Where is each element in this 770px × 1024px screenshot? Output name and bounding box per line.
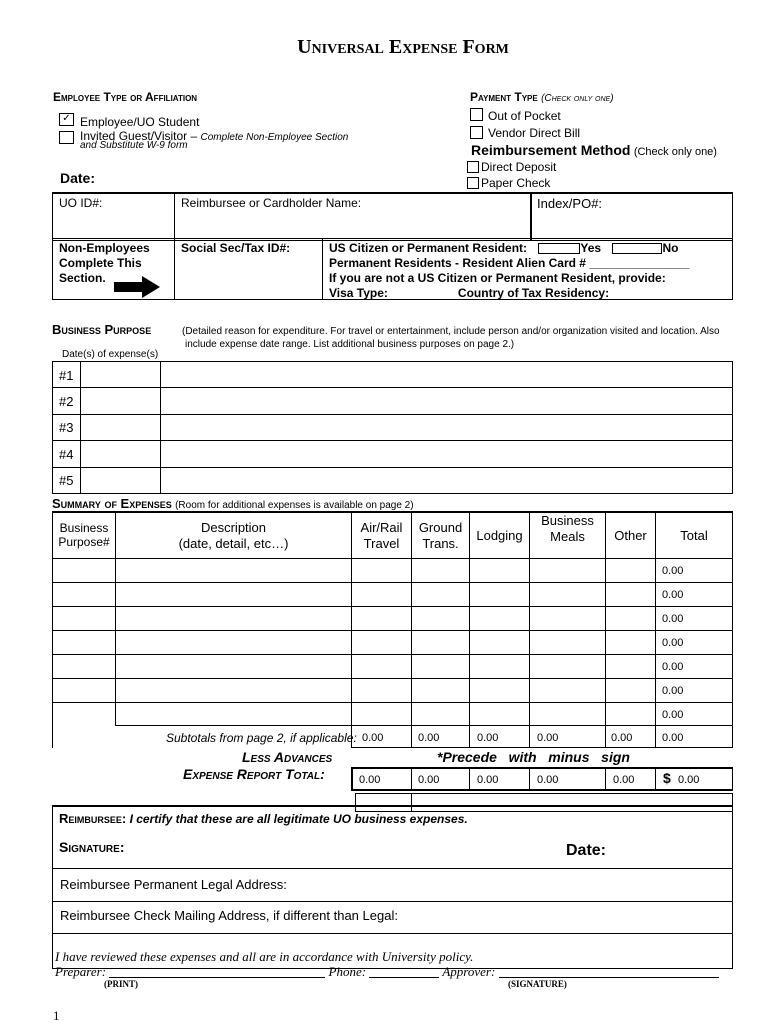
subtotal-meals: 0.00 <box>537 732 559 744</box>
vendor-direct-label: Vendor Direct Bill <box>488 126 581 140</box>
preparer-field[interactable] <box>109 977 325 978</box>
mailing-address-field[interactable]: Reimbursee Check Mailing Address, if different than Legal: <box>60 908 398 923</box>
subtotal-total: 0.00 <box>662 732 684 744</box>
out-of-pocket-checkbox[interactable] <box>470 108 483 121</box>
subtotal-label: Subtotals from page 2, if applicable: <box>166 731 357 745</box>
page-number: 1 <box>53 1008 60 1023</box>
country-field[interactable]: Country of Tax Residency: <box>457 286 610 300</box>
total-lodging: 0.00 <box>477 774 499 786</box>
signature-field[interactable]: Signature: <box>59 839 125 855</box>
signature-date-field[interactable]: Date: <box>566 842 607 859</box>
row-total: 0.00 <box>662 709 684 721</box>
summary-heading: Summary of Expenses (Room for additional expenses is available on page 2) <box>52 496 414 511</box>
col-header-total: Total <box>680 528 708 543</box>
approver-field[interactable] <box>499 977 719 978</box>
date-label: Date: <box>60 170 96 186</box>
col-header-purpose: Business Purpose# <box>58 521 110 549</box>
guest-label: Invited Guest/Visitor – Complete Non-Employee Section <box>80 129 349 143</box>
payment-type-heading: Payment Type (Check only one) <box>470 90 614 104</box>
purpose-row-label: #1 <box>59 368 74 383</box>
employee-checkbox[interactable] <box>59 113 74 126</box>
purpose-row-label: #3 <box>59 420 74 435</box>
out-of-pocket-label: Out of Pocket <box>488 109 561 123</box>
check-icon: ✓ <box>62 113 71 124</box>
purpose-row-label: #4 <box>59 447 74 462</box>
precede-note: *Precede with minus sign <box>437 749 630 765</box>
purpose-row-label: #5 <box>59 473 74 488</box>
dollar-sign: $ <box>663 770 671 786</box>
reimbursement-method-heading: Reimbursement Method (Check only one) <box>471 142 717 158</box>
subtotal-lodging: 0.00 <box>477 732 499 744</box>
reimbursee-name-field[interactable]: Reimbursee or Cardholder Name: <box>181 196 362 210</box>
employee-type-heading: Employee Type or Affiliation <box>53 90 198 104</box>
vendor-direct-checkbox[interactable] <box>470 126 483 139</box>
business-purpose-note: (Detailed reason for expenditure. For travel or entertainment, include person and/or organization visited and location. Also include expense date range. List additional business purposes on page 2.) <box>182 326 720 350</box>
business-purpose-table <box>52 361 733 494</box>
total-air: 0.00 <box>359 774 381 786</box>
guest-checkbox[interactable] <box>59 131 74 144</box>
business-purpose-heading: Business Purpose <box>52 322 152 337</box>
employee-label: Employee/UO Student <box>80 115 200 129</box>
citizen-question: US Citizen or Permanent Resident: Yes No Permanent Residents - Resident Alien Card # _______________ If you are not a US Citizen or Permanent Resident, provide: Visa Type: Country of Tax Residency: <box>329 241 690 300</box>
ssn-field[interactable]: Social Sec/Tax ID#: <box>181 241 291 255</box>
certify-statement: Reimbursee: I certify that these are all legitimate UO business expenses. <box>59 811 468 826</box>
print-caption: (PRINT) <box>104 979 138 989</box>
no-checkbox[interactable] <box>612 243 662 254</box>
total-other: 0.00 <box>613 774 635 786</box>
phone-field[interactable] <box>369 977 439 978</box>
row-total: 0.00 <box>662 661 684 673</box>
subtotal-air: 0.00 <box>362 732 384 744</box>
id-row <box>52 192 733 241</box>
arrow-right-icon <box>114 276 160 298</box>
row-total: 0.00 <box>662 637 684 649</box>
guest-note: and Substitute W-9 form <box>80 140 188 151</box>
subtotal-ground: 0.00 <box>418 732 440 744</box>
col-header-description: Description (date, detail, etc…) <box>178 520 289 551</box>
grand-total: 0.00 <box>678 774 700 786</box>
signature-caption: (SIGNATURE) <box>508 979 567 989</box>
paper-check-label: Paper Check <box>481 176 551 190</box>
yes-checkbox[interactable] <box>538 243 580 254</box>
report-total-label: Expense Report Total: <box>183 766 325 782</box>
index-po-field[interactable]: Index/PO#: <box>537 196 603 211</box>
col-header-ground: Ground Trans. <box>418 520 463 551</box>
less-advances-label: Less Advances <box>242 749 333 765</box>
col-header-air: Air/Rail Travel <box>360 520 403 551</box>
subtotal-other: 0.00 <box>611 732 633 744</box>
legal-address-field[interactable]: Reimbursee Permanent Legal Address: <box>60 877 287 892</box>
row-total: 0.00 <box>662 589 684 601</box>
purpose-row-label: #2 <box>59 394 74 409</box>
col-header-lodging: Lodging <box>476 528 523 543</box>
review-statement: I have reviewed these expenses and all are in accordance with University policy. <box>55 949 474 964</box>
preparer-line: Preparer: Phone: Approver: <box>55 964 719 980</box>
col-header-meals: Business Meals <box>541 513 594 544</box>
direct-deposit-checkbox[interactable] <box>467 161 479 173</box>
col-header-other: Other <box>614 528 647 543</box>
dates-label: Date(s) of expense(s) <box>62 349 159 360</box>
total-meals: 0.00 <box>537 774 559 786</box>
visa-type-field[interactable]: Visa Type: <box>329 286 388 300</box>
non-employee-label: Non-Employees Complete This Section. <box>59 241 150 285</box>
page-title: Universal Expense Form <box>297 36 509 58</box>
alien-card-field[interactable]: Permanent Residents - Resident Alien Card # _______________ <box>329 256 690 270</box>
row-total: 0.00 <box>662 685 684 697</box>
row-total: 0.00 <box>662 565 684 577</box>
row-total: 0.00 <box>662 613 684 625</box>
uo-id-field[interactable]: UO ID#: <box>59 196 103 210</box>
direct-deposit-label: Direct Deposit <box>481 160 557 174</box>
total-ground: 0.00 <box>418 774 440 786</box>
paper-check-checkbox[interactable] <box>467 177 479 189</box>
